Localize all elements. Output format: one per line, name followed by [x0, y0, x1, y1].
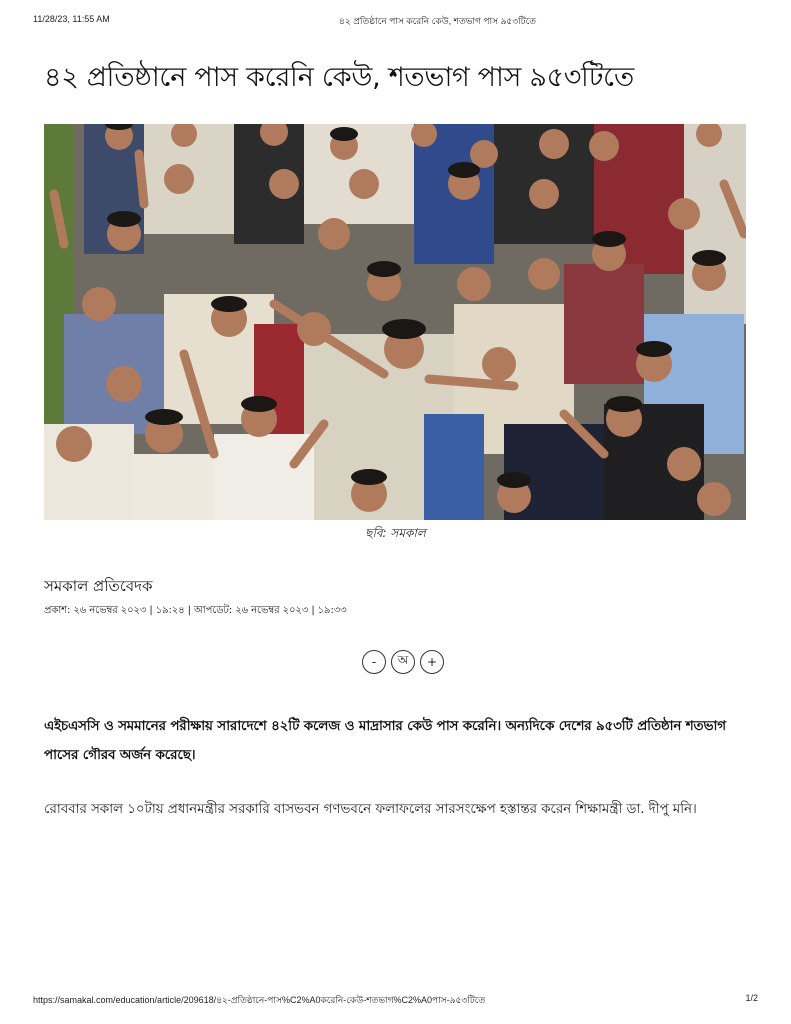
print-doc-title: ৪২ প্রতিষ্ঠানে পাস করেনি কেউ, শতভাগ পাস ৯৫৩টিতে [339, 16, 536, 26]
print-timestamp: 11/28/23, 11:55 AM [33, 14, 110, 24]
publish-update-dates: প্রকাশ: ২৬ নভেম্বর ২০২৩ | ১৯:২৪ | আপডেট: ২৬ নভেম্বর ২০২৩ | ১৯:৩৩ [44, 605, 347, 616]
print-header [33, 14, 758, 28]
font-size-controls [362, 650, 444, 674]
font-reset-button[interactable]: অ [391, 650, 415, 674]
author-byline[interactable]: সমকাল প্রতিবেদক [44, 577, 153, 595]
font-decrease-button[interactable]: - [362, 650, 386, 674]
article-body-paragraph: রোববার সকাল ১০টায় প্রধানমন্ত্রীর সরকারি বাসভবন গণভবনে ফলাফলের সারসংক্ষেপ হস্তান্তর করেন শিক্ষামন্ত্রী ডা. দীপু মনি। [44, 801, 697, 817]
print-page-number: 1/2 [745, 993, 758, 1003]
students-celebrating-photo [44, 124, 746, 520]
article-lead: এইচএসসি ও সমমানের পরীক্ষায় সারাদেশে ৪২টি কলেজ ও মাদ্রাসার কেউ পাস করেনি। অন্যদিকে দেশের ৯৫৩টি প্রতিষ্ঠান শতভাগ পাসের গৌরব অর্জন করেছে। [44, 718, 726, 763]
font-increase-button[interactable]: + [420, 650, 444, 674]
image-caption: ছবি: সমকাল [365, 526, 426, 540]
article-hero-image [44, 124, 746, 520]
print-url: https://samakal.com/education/article/209618/৪২-প্রতিষ্ঠানে-পাস%C2%A0করেনি-কেউ-শতভাগ%C2%A0পাস-৯৫৩টিতে [33, 995, 486, 1005]
article-headline: ৪২ প্রতিষ্ঠানে পাস করেনি কেউ, শতভাগ পাস ৯৫৩টিতে [44, 62, 634, 93]
print-footer [33, 993, 758, 1007]
